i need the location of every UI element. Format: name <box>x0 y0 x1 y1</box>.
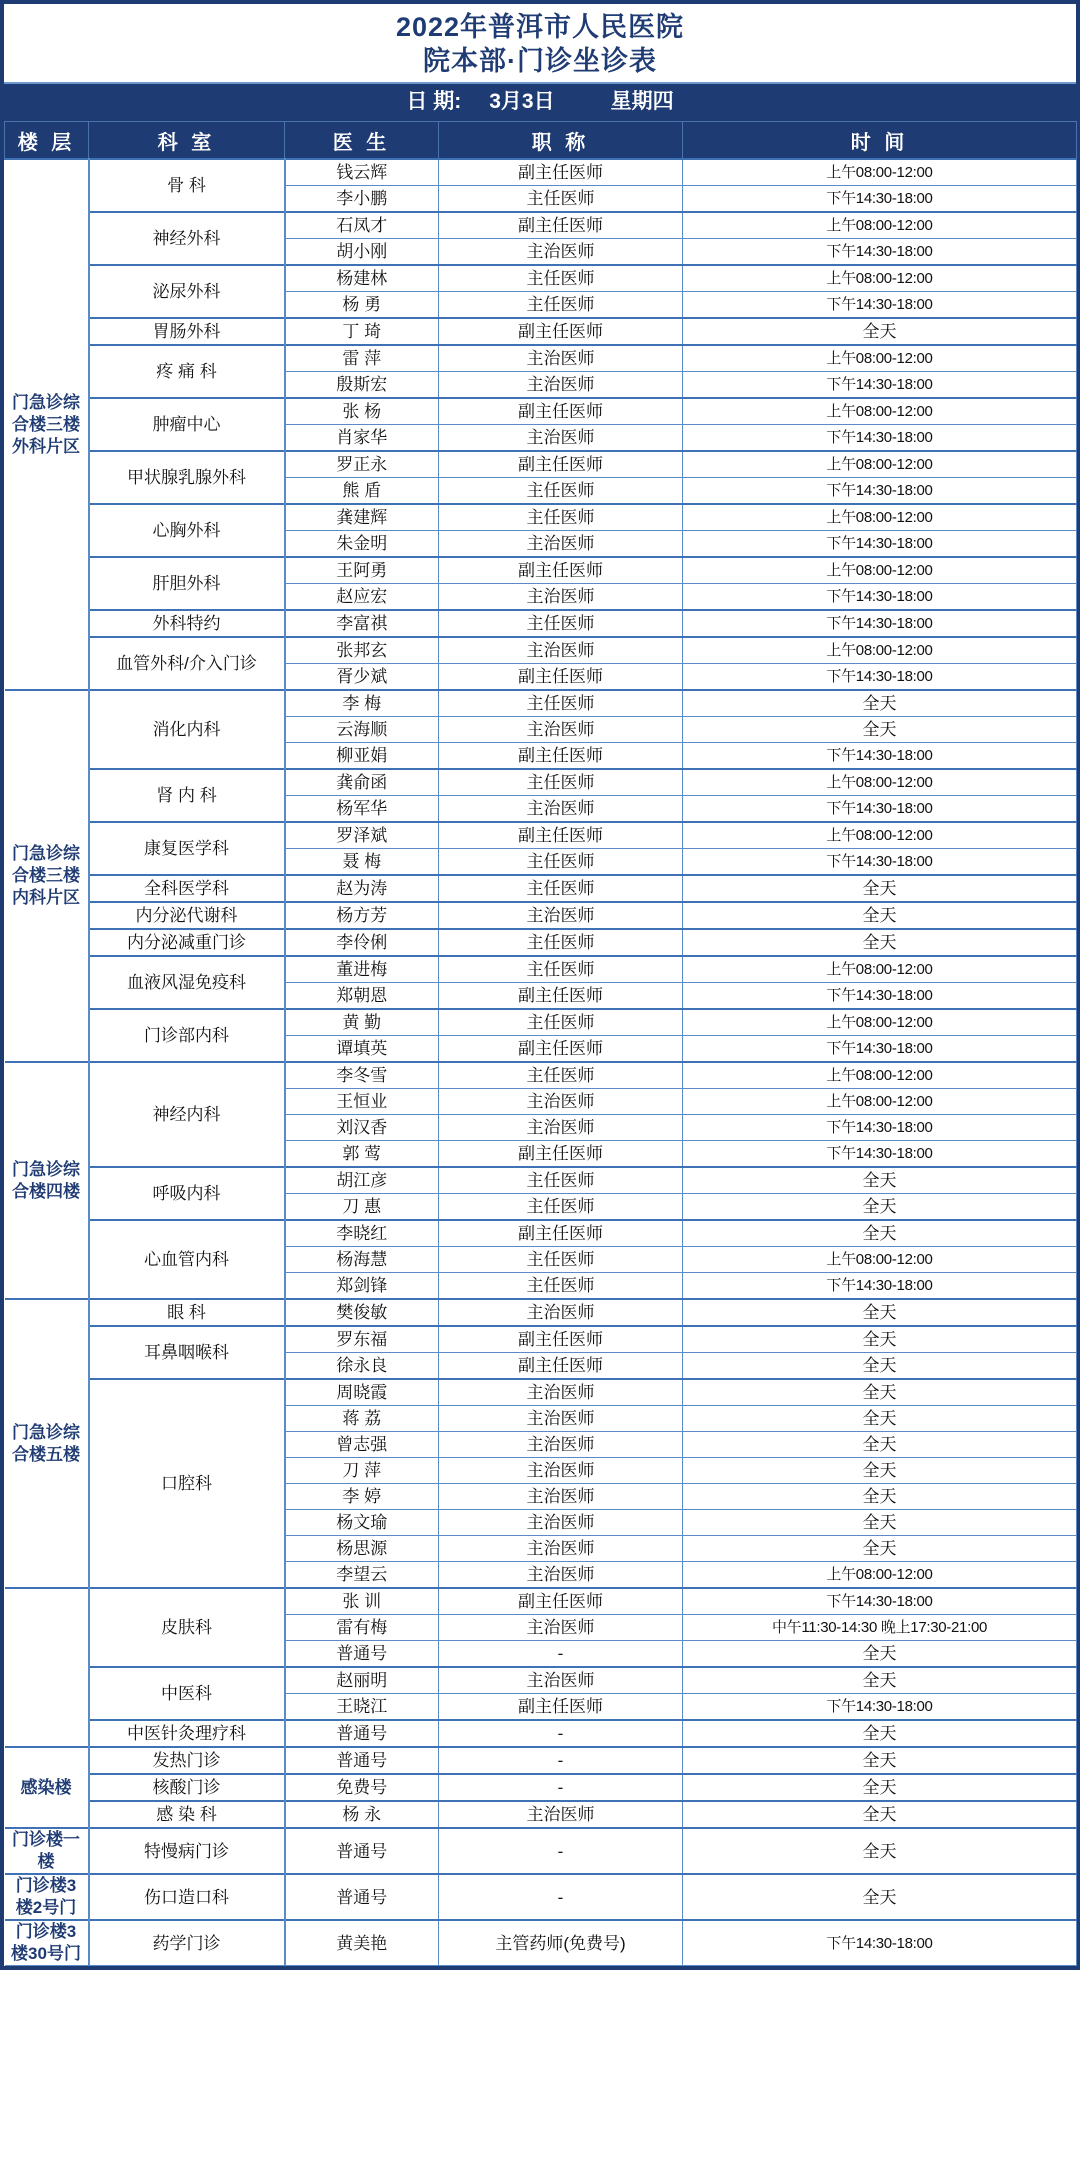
doctor-cell: 杨思源 <box>285 1536 439 1562</box>
time-cell: 上午08:00-12:00 <box>683 956 1077 983</box>
doctor-cell: 熊 盾 <box>285 478 439 505</box>
department-cell: 门诊部内科 <box>89 1009 285 1062</box>
title-cell: 主任医师 <box>439 292 683 319</box>
table-row <box>5 822 1077 849</box>
title-cell: - <box>439 1720 683 1747</box>
time-cell: 全天 <box>683 1167 1077 1194</box>
doctor-cell: 王晓江 <box>285 1694 439 1721</box>
time-cell: 全天 <box>683 318 1077 345</box>
doctor-cell: 普通号 <box>285 1828 439 1874</box>
time-cell: 全天 <box>683 902 1077 929</box>
title-cell: 主治医师 <box>439 1801 683 1828</box>
title-cell: 主治医师 <box>439 1432 683 1458</box>
table-row <box>5 1167 1077 1194</box>
doctor-cell: 普通号 <box>285 1720 439 1747</box>
date-value: 3月3日 <box>489 90 555 113</box>
title-cell: 主治医师 <box>439 1562 683 1589</box>
time-cell: 上午08:00-12:00 <box>683 451 1077 478</box>
time-cell: 下午14:30-18:00 <box>683 1273 1077 1300</box>
doctor-cell: 杨 永 <box>285 1801 439 1828</box>
doctor-cell: 龚俞函 <box>285 769 439 796</box>
time-cell: 全天 <box>683 1667 1077 1694</box>
doctor-cell: 杨方芳 <box>285 902 439 929</box>
time-cell: 下午14:30-18:00 <box>683 1588 1077 1615</box>
table-row <box>5 690 1077 717</box>
table-row <box>5 1920 1077 1966</box>
table-row <box>5 1299 1077 1326</box>
doctor-cell: 免费号 <box>285 1774 439 1801</box>
table-row <box>5 1667 1077 1694</box>
doctor-cell: 李晓红 <box>285 1220 439 1247</box>
table-row <box>5 504 1077 531</box>
department-cell: 内分泌减重门诊 <box>89 929 285 956</box>
time-cell: 全天 <box>683 1874 1077 1920</box>
title-cell: 主治医师 <box>439 1536 683 1562</box>
department-cell: 血液风湿免疫科 <box>89 956 285 1009</box>
floor-cell <box>5 1588 89 1747</box>
department-cell: 心血管内科 <box>89 1220 285 1299</box>
doctor-cell: 徐永良 <box>285 1353 439 1380</box>
doctor-cell: 李 梅 <box>285 690 439 717</box>
time-cell: 下午14:30-18:00 <box>683 849 1077 876</box>
table-row <box>5 1379 1077 1406</box>
doctor-cell: 王恒业 <box>285 1089 439 1115</box>
title-cell: 主任医师 <box>439 929 683 956</box>
time-cell: 全天 <box>683 1774 1077 1801</box>
title-cell: 主治医师 <box>439 345 683 372</box>
title-cell: 主治医师 <box>439 717 683 743</box>
title-cell: 主治医师 <box>439 239 683 266</box>
time-cell: 上午08:00-12:00 <box>683 398 1077 425</box>
table-row <box>5 212 1077 239</box>
time-cell: 上午08:00-12:00 <box>683 504 1077 531</box>
time-cell: 上午08:00-12:00 <box>683 822 1077 849</box>
doctor-cell: 蒋 荔 <box>285 1406 439 1432</box>
time-cell: 下午14:30-18:00 <box>683 1694 1077 1721</box>
doctor-cell: 黄美艳 <box>285 1920 439 1966</box>
table-row <box>5 1774 1077 1801</box>
title-cell: 副主任医师 <box>439 318 683 345</box>
doctor-cell: 李 婷 <box>285 1484 439 1510</box>
page-title-line1: 2022年普洱市人民医院 <box>395 12 685 42</box>
title-cell: 主任医师 <box>439 186 683 213</box>
title-cell: 副主任医师 <box>439 557 683 584</box>
doctor-cell: 罗东福 <box>285 1326 439 1353</box>
department-cell: 胃肠外科 <box>89 318 285 345</box>
title-cell: - <box>439 1874 683 1920</box>
title-cell: 主治医师 <box>439 531 683 558</box>
page-title-line2: 院本部·门诊坐诊表 <box>423 46 657 76</box>
department-cell: 甲状腺乳腺外科 <box>89 451 285 504</box>
doctor-cell: 董进梅 <box>285 956 439 983</box>
floor-cell: 感染楼 <box>5 1747 89 1828</box>
title-cell: 副主任医师 <box>439 1588 683 1615</box>
doctor-cell: 张 杨 <box>285 398 439 425</box>
time-cell: 上午08:00-12:00 <box>683 212 1077 239</box>
time-cell: 全天 <box>683 690 1077 717</box>
title-cell: 副主任医师 <box>439 1353 683 1380</box>
doctor-cell: 丁 琦 <box>285 318 439 345</box>
table-row <box>5 929 1077 956</box>
department-cell: 内分泌代谢科 <box>89 902 285 929</box>
title-cell: 主治医师 <box>439 584 683 611</box>
time-cell: 下午14:30-18:00 <box>683 1141 1077 1168</box>
doctor-cell: 普通号 <box>285 1747 439 1774</box>
table-row <box>5 1220 1077 1247</box>
title-cell: 主任医师 <box>439 956 683 983</box>
time-cell: 上午08:00-12:00 <box>683 1089 1077 1115</box>
title-cell: - <box>439 1747 683 1774</box>
time-cell: 下午14:30-18:00 <box>683 610 1077 637</box>
floor-cell: 门诊楼一楼 <box>5 1828 89 1874</box>
title-cell: 主治医师 <box>439 1484 683 1510</box>
doctor-cell: 杨军华 <box>285 796 439 823</box>
time-cell: 全天 <box>683 1510 1077 1536</box>
time-cell: 上午08:00-12:00 <box>683 1562 1077 1589</box>
date-label: 日 期: <box>406 90 462 113</box>
floor-cell: 门诊楼3楼30号门 <box>5 1920 89 1966</box>
title-cell: 副主任医师 <box>439 1220 683 1247</box>
doctor-cell: 雷有梅 <box>285 1615 439 1641</box>
title-cell: 副主任医师 <box>439 398 683 425</box>
time-cell: 全天 <box>683 1720 1077 1747</box>
doctor-cell: 赵丽明 <box>285 1667 439 1694</box>
title-cell: 主任医师 <box>439 478 683 505</box>
department-cell: 肝胆外科 <box>89 557 285 610</box>
title-cell: 主治医师 <box>439 372 683 399</box>
title-cell: 副主任医师 <box>439 664 683 691</box>
time-cell: 上午08:00-12:00 <box>683 637 1077 664</box>
department-cell: 特慢病门诊 <box>89 1828 285 1874</box>
title-cell: 主任医师 <box>439 265 683 292</box>
doctor-cell: 刀 萍 <box>285 1458 439 1484</box>
doctor-cell: 李冬雪 <box>285 1062 439 1089</box>
table-row <box>5 1801 1077 1828</box>
title-cell: 主任医师 <box>439 1273 683 1300</box>
time-cell: 上午08:00-12:00 <box>683 159 1077 186</box>
time-cell: 下午14:30-18:00 <box>683 584 1077 611</box>
table-row <box>5 451 1077 478</box>
time-cell: 全天 <box>683 1379 1077 1406</box>
time-cell: 全天 <box>683 1406 1077 1432</box>
doctor-cell: 郭 莺 <box>285 1141 439 1168</box>
department-cell: 全科医学科 <box>89 875 285 902</box>
time-cell: 上午08:00-12:00 <box>683 345 1077 372</box>
table-row <box>5 159 1077 186</box>
department-cell: 肿瘤中心 <box>89 398 285 451</box>
department-cell: 口腔科 <box>89 1379 285 1588</box>
time-cell: 全天 <box>683 1801 1077 1828</box>
title-cell: 副主任医师 <box>439 1141 683 1168</box>
title-cell: 主治医师 <box>439 1299 683 1326</box>
department-cell: 核酸门诊 <box>89 1774 285 1801</box>
department-cell: 外科特约 <box>89 610 285 637</box>
title-cell: 主管药师(免费号) <box>439 1920 683 1966</box>
doctor-cell: 雷 萍 <box>285 345 439 372</box>
title-cell: 主任医师 <box>439 1167 683 1194</box>
table-row <box>5 1828 1077 1874</box>
title-cell: 副主任医师 <box>439 1694 683 1721</box>
title-cell: 主任医师 <box>439 1009 683 1036</box>
doctor-cell: 杨文瑜 <box>285 1510 439 1536</box>
department-cell: 泌尿外科 <box>89 265 285 318</box>
title-cell: 主任医师 <box>439 849 683 876</box>
department-cell: 疼 痛 科 <box>89 345 285 398</box>
department-cell: 心胸外科 <box>89 504 285 557</box>
department-cell: 肾 内 科 <box>89 769 285 822</box>
title-cell: 主任医师 <box>439 1247 683 1273</box>
doctor-cell: 李望云 <box>285 1562 439 1589</box>
department-cell: 消化内科 <box>89 690 285 769</box>
doctor-cell: 赵为涛 <box>285 875 439 902</box>
title-cell: 主任医师 <box>439 769 683 796</box>
doctor-cell: 王阿勇 <box>285 557 439 584</box>
title-cell: 主治医师 <box>439 637 683 664</box>
doctor-cell: 钱云辉 <box>285 159 439 186</box>
table-row <box>5 265 1077 292</box>
time-cell: 下午14:30-18:00 <box>683 186 1077 213</box>
title-cell: 主任医师 <box>439 1194 683 1221</box>
time-cell: 下午14:30-18:00 <box>683 796 1077 823</box>
time-cell: 下午14:30-18:00 <box>683 983 1077 1010</box>
doctor-cell: 刀 惠 <box>285 1194 439 1221</box>
doctor-cell: 李富祺 <box>285 610 439 637</box>
time-cell: 全天 <box>683 1220 1077 1247</box>
time-cell: 上午08:00-12:00 <box>683 769 1077 796</box>
doctor-cell: 胡江彦 <box>285 1167 439 1194</box>
title-cell: 主治医师 <box>439 1406 683 1432</box>
table-row <box>5 398 1077 425</box>
department-cell: 呼吸内科 <box>89 1167 285 1220</box>
title-cell: - <box>439 1641 683 1668</box>
floor-cell: 门急诊综合楼四楼 <box>5 1062 89 1299</box>
doctor-cell: 杨海慧 <box>285 1247 439 1273</box>
doctor-cell: 李小鹏 <box>285 186 439 213</box>
title-cell: 副主任医师 <box>439 212 683 239</box>
department-cell: 发热门诊 <box>89 1747 285 1774</box>
time-cell: 上午08:00-12:00 <box>683 265 1077 292</box>
department-cell: 神经内科 <box>89 1062 285 1167</box>
title-cell: 主任医师 <box>439 690 683 717</box>
column-header-title: 职 称 <box>439 122 683 160</box>
table-row <box>5 557 1077 584</box>
title-cell: 主治医师 <box>439 1667 683 1694</box>
time-cell: 下午14:30-18:00 <box>683 239 1077 266</box>
time-cell: 全天 <box>683 1536 1077 1562</box>
time-cell: 全天 <box>683 1299 1077 1326</box>
weekday-value: 星期四 <box>610 90 674 113</box>
time-cell: 下午14:30-18:00 <box>683 664 1077 691</box>
time-cell: 上午08:00-12:00 <box>683 1009 1077 1036</box>
table-row <box>5 637 1077 664</box>
doctor-cell: 普通号 <box>285 1874 439 1920</box>
doctor-cell: 郑朝恩 <box>285 983 439 1010</box>
column-header-dept: 科 室 <box>89 122 285 160</box>
doctor-cell: 李伶俐 <box>285 929 439 956</box>
time-cell: 全天 <box>683 1747 1077 1774</box>
title-cell: 主治医师 <box>439 902 683 929</box>
column-header-time: 时 间 <box>683 122 1077 160</box>
doctor-cell: 朱金明 <box>285 531 439 558</box>
time-cell: 下午14:30-18:00 <box>683 1115 1077 1141</box>
table-row <box>5 610 1077 637</box>
table-header-row <box>5 122 1077 160</box>
table-row <box>5 956 1077 983</box>
table-row <box>5 318 1077 345</box>
doctor-cell: 赵应宏 <box>285 584 439 611</box>
department-cell: 感 染 科 <box>89 1801 285 1828</box>
department-cell: 眼 科 <box>89 1299 285 1326</box>
doctor-cell: 聂 梅 <box>285 849 439 876</box>
doctor-cell: 樊俊敏 <box>285 1299 439 1326</box>
time-cell: 下午14:30-18:00 <box>683 425 1077 452</box>
doctor-cell: 殷斯宏 <box>285 372 439 399</box>
doctor-cell: 郑剑锋 <box>285 1273 439 1300</box>
department-cell: 伤口造口科 <box>89 1874 285 1920</box>
title-cell: 主治医师 <box>439 1089 683 1115</box>
doctor-cell: 黄 勤 <box>285 1009 439 1036</box>
doctor-cell: 石凤才 <box>285 212 439 239</box>
column-header-floor: 楼 层 <box>5 122 89 160</box>
department-cell: 药学门诊 <box>89 1920 285 1966</box>
department-cell: 耳鼻咽喉科 <box>89 1326 285 1379</box>
time-cell: 全天 <box>683 1641 1077 1668</box>
doctor-cell: 普通号 <box>285 1641 439 1668</box>
time-cell: 下午14:30-18:00 <box>683 743 1077 770</box>
doctor-cell: 张 训 <box>285 1588 439 1615</box>
title-cell: - <box>439 1774 683 1801</box>
title-cell: 副主任医师 <box>439 159 683 186</box>
doctor-cell: 刘汉香 <box>285 1115 439 1141</box>
doctor-cell: 柳亚娟 <box>285 743 439 770</box>
table-row <box>5 1747 1077 1774</box>
doctor-cell: 张邦玄 <box>285 637 439 664</box>
time-cell: 上午08:00-12:00 <box>683 1062 1077 1089</box>
time-cell: 全天 <box>683 1326 1077 1353</box>
table-row <box>5 1009 1077 1036</box>
table-row <box>5 1874 1077 1920</box>
title-cell: - <box>439 1828 683 1874</box>
time-cell: 全天 <box>683 1432 1077 1458</box>
table-row <box>5 769 1077 796</box>
title-cell: 主治医师 <box>439 425 683 452</box>
department-cell: 皮肤科 <box>89 1588 285 1667</box>
title-cell: 主治医师 <box>439 1379 683 1406</box>
time-cell: 全天 <box>683 875 1077 902</box>
title-cell: 主治医师 <box>439 796 683 823</box>
time-cell: 下午14:30-18:00 <box>683 1036 1077 1063</box>
time-cell: 下午14:30-18:00 <box>683 531 1077 558</box>
doctor-cell: 龚建辉 <box>285 504 439 531</box>
time-cell: 全天 <box>683 1194 1077 1221</box>
time-cell: 全天 <box>683 1353 1077 1380</box>
time-cell: 全天 <box>683 717 1077 743</box>
title-cell: 副主任医师 <box>439 983 683 1010</box>
table-row <box>5 902 1077 929</box>
doctor-cell: 罗泽斌 <box>285 822 439 849</box>
column-header-doctor: 医 生 <box>285 122 439 160</box>
title-cell: 主治医师 <box>439 1615 683 1641</box>
title-block <box>4 4 1076 82</box>
department-cell: 中医针灸理疗科 <box>89 1720 285 1747</box>
department-cell: 神经外科 <box>89 212 285 265</box>
table-row <box>5 345 1077 372</box>
schedule-table <box>4 121 1077 1966</box>
title-cell: 副主任医师 <box>439 822 683 849</box>
table-row <box>5 1326 1077 1353</box>
doctor-cell: 胡小刚 <box>285 239 439 266</box>
department-cell: 血管外科/介入门诊 <box>89 637 285 690</box>
table-row <box>5 1588 1077 1615</box>
doctor-cell: 杨建林 <box>285 265 439 292</box>
title-cell: 副主任医师 <box>439 743 683 770</box>
department-cell: 康复医学科 <box>89 822 285 875</box>
floor-cell: 门急诊综合楼三楼内科片区 <box>5 690 89 1062</box>
department-cell: 中医科 <box>89 1667 285 1720</box>
title-cell: 副主任医师 <box>439 1036 683 1063</box>
time-cell: 上午08:00-12:00 <box>683 557 1077 584</box>
time-cell: 下午14:30-18:00 <box>683 292 1077 319</box>
department-cell: 骨 科 <box>89 159 285 212</box>
doctor-cell: 罗正永 <box>285 451 439 478</box>
table-row <box>5 1720 1077 1747</box>
title-cell: 主任医师 <box>439 875 683 902</box>
time-cell: 下午14:30-18:00 <box>683 1920 1077 1966</box>
title-cell: 主任医师 <box>439 504 683 531</box>
title-cell: 主治医师 <box>439 1458 683 1484</box>
time-cell: 全天 <box>683 1458 1077 1484</box>
title-cell: 主治医师 <box>439 1115 683 1141</box>
doctor-cell: 周晓霞 <box>285 1379 439 1406</box>
floor-cell: 门急诊综合楼五楼 <box>5 1299 89 1588</box>
time-cell: 全天 <box>683 1828 1077 1874</box>
floor-cell: 门诊楼3楼2号门 <box>5 1874 89 1920</box>
doctor-cell: 云海顺 <box>285 717 439 743</box>
title-cell: 主任医师 <box>439 1062 683 1089</box>
time-cell: 下午14:30-18:00 <box>683 478 1077 505</box>
time-cell: 全天 <box>683 1484 1077 1510</box>
doctor-cell: 肖家华 <box>285 425 439 452</box>
doctor-cell: 曾志强 <box>285 1432 439 1458</box>
time-cell: 下午14:30-18:00 <box>683 372 1077 399</box>
time-cell: 上午08:00-12:00 <box>683 1247 1077 1273</box>
table-body <box>5 159 1077 1966</box>
table-row <box>5 1062 1077 1089</box>
title-cell: 主治医师 <box>439 1510 683 1536</box>
title-cell: 主任医师 <box>439 610 683 637</box>
doctor-cell: 谭填英 <box>285 1036 439 1063</box>
time-cell: 中午11:30-14:30 晚上17:30-21:00 <box>683 1615 1077 1641</box>
doctor-cell: 杨 勇 <box>285 292 439 319</box>
floor-cell: 门急诊综合楼三楼外科片区 <box>5 159 89 690</box>
doctor-cell: 胥少斌 <box>285 664 439 691</box>
table-row <box>5 875 1077 902</box>
date-bar <box>4 82 1076 121</box>
time-cell: 全天 <box>683 929 1077 956</box>
title-cell: 副主任医师 <box>439 1326 683 1353</box>
title-cell: 副主任医师 <box>439 451 683 478</box>
